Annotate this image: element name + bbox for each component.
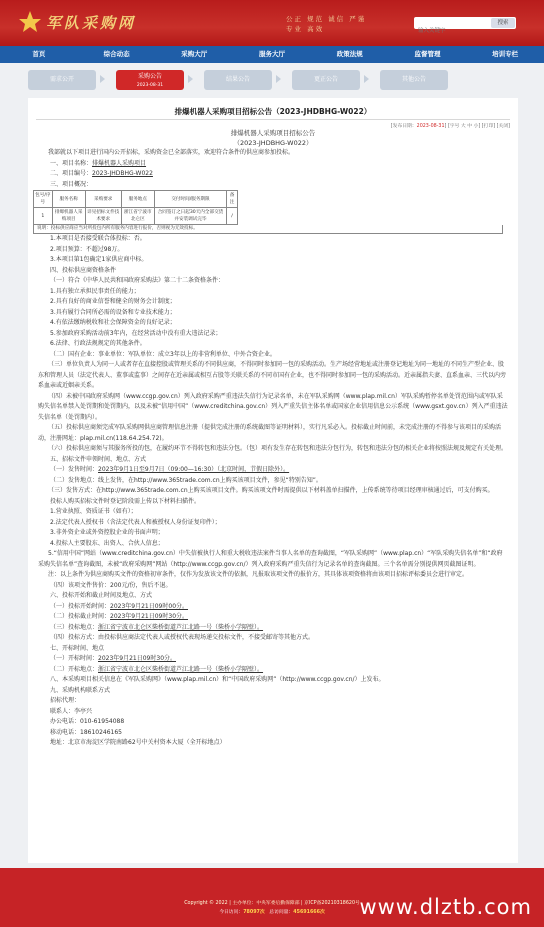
table-cell: 浙江省宁波市北仑区: [121, 208, 154, 225]
content-title: 排爆机器人采购项目招标公告: [230, 129, 316, 137]
nav-news[interactable]: 综合动态: [103, 50, 130, 58]
label: 一、项目名称：: [50, 159, 93, 167]
label: （二）开标地点：: [50, 665, 99, 673]
print-link[interactable]: [打印]: [481, 124, 496, 129]
table-cell: /: [227, 208, 238, 225]
label: 二、项目编号：: [50, 170, 93, 177]
tab-label: 采购公告: [137, 73, 162, 80]
paragraph: 1.具有独立承担民事责任的能力；: [50, 287, 140, 295]
paragraph: （四）未被中国政府采购网（www.ccgp.gov.cn）列入政府采购严重违法失信行为记录名单，未在军队采购网（www.plap.mil.cn）军队采购暂停名单处罚范围内或军队采购失信名单禁入处罚期和处罚期内，以及未被“信用中国”（www.creditchina.gov.cn）列入严重失信主体名单或国家企业信用信息公示系统（www.gsxt.gov.cn）列入严重违法失信名单（处罚期内）。: [38, 392, 508, 421]
header-cell: 服务地点: [121, 191, 154, 208]
logo-text: 军队采购网: [46, 13, 137, 32]
announcement-tabs: [0, 70, 544, 92]
paragraph: 4.投标人主要股东、出资人、合伙人信息；: [50, 539, 164, 547]
contact-line: 招标代理：: [50, 697, 81, 704]
paragraph: （三）单位负责人为同一人或者存在直接控股或管理关系的不同供应商，不得同时参加同一包的采购活动。生产场经营地址或注册登记地址为同一地址的不同生产型企业、股东和管理人员（法定代表人、董事或监事）之间存在近亲属或相互占股等关联关系的不同市国有企业，也不得同时参加同一包的采购活动。近亲属指夫妻、直系血亲、三代以内旁系血亲或近姻亲关系。: [38, 361, 507, 389]
paragraph: 6.法律、行政法规规定的其他条件。: [50, 340, 146, 347]
publish-suffix: ]: [444, 124, 447, 129]
paragraph: （一）符合《中华人民共和国政府采购法》第二十二条资格条件：: [50, 277, 225, 284]
value: 2023-JHDBHG-W022: [92, 170, 153, 177]
paragraph: 3.本项目第1包确定1家供应商中标。: [50, 256, 148, 263]
bid-deadline: [28, 612, 518, 623]
content-code: （2023-JHDBHG-W022）: [233, 139, 313, 147]
section-heading: 九、采购机构联系方式: [50, 686, 111, 694]
paragraph: 3.非外资企业或外资控股企业的书面声明；: [50, 529, 164, 536]
paragraph: （六）投标供应商须与其服务所投的包，在履约环节不得转包和违法分包。（包）项有发生存在转包和违法分包行为，转包和违法分包的相关企业将按照法规及规定有关处理。: [48, 445, 508, 452]
main-nav: [0, 46, 544, 63]
visits-label: 今日访问：: [219, 910, 244, 915]
section-heading: 七、开标时间、地点: [50, 644, 105, 652]
divider: [36, 119, 510, 120]
header-cell: 采购要求: [85, 191, 121, 208]
paragraph: （三）发售方式：在http://www.365trade.com.cn上购买该项目文件。购买该项文件时需提供以下材料盖单扫描件，上传系统等待项目经理审核通过后，可支付购买。: [48, 487, 494, 494]
search-button[interactable]: 搜索: [491, 18, 515, 28]
table-cell: 合同签订之日起30天内全部交货并安装调试完毕: [154, 208, 226, 225]
label: （一）投标开始时间：: [50, 602, 111, 610]
bid-start: [28, 602, 518, 613]
opening-location: [28, 665, 518, 676]
paragraph: 3.具有履行合同所必需的设备和专业技术能力；: [50, 308, 176, 316]
article-card: [28, 98, 518, 863]
star-emblem-icon: [18, 10, 42, 34]
tab-procurement-notice[interactable]: [116, 70, 184, 90]
header-cell: 备注: [227, 191, 238, 208]
arrow-right-icon: [276, 75, 281, 83]
visits-value: 78097次: [243, 910, 265, 915]
value: 2023年9月21日09时30分。: [110, 613, 189, 620]
nav-service-hall[interactable]: 服务大厅: [259, 50, 286, 58]
site-header: [0, 0, 544, 46]
value: 浙江省宁波市北仑区柴桥街道芦江北路一号（柴桥小学隔壁）。: [98, 623, 264, 631]
project-table: [33, 190, 238, 225]
sale-location: [28, 476, 518, 487]
value: 浙江省宁波市北仑区柴桥街道芦江北路一号（柴桥小学隔壁）。: [98, 665, 264, 673]
footer-copyright: Copyright © 2022 | 主办单位：中央军委后勤保障部 | 京ICP备20210318620号: [184, 901, 360, 906]
table-header-row: [34, 191, 238, 208]
search-box: [414, 17, 516, 29]
nav-policy[interactable]: 政策法规: [336, 50, 363, 58]
nav-training[interactable]: 培训专栏: [492, 50, 519, 58]
watermark: www.dlztb.com: [359, 895, 532, 919]
sale-time: [28, 465, 518, 476]
publish-label: [发布日期：: [390, 124, 417, 129]
paragraph: 1.本项目是否接受联合体投标：否。: [50, 235, 146, 242]
section-heading: 五、招标文件申领时间、地点、方式: [50, 455, 147, 463]
page-title: 排爆机器人采购项目招标公告（2023-JHDBHG-W022）: [174, 107, 372, 116]
tab-date: 2023-08-31: [136, 83, 164, 88]
label: （二）发售地点：: [50, 476, 99, 484]
tab-correction[interactable]: 更正公告: [292, 70, 360, 90]
intro: 我部就以下项目进行国内公开招标，采购资金已全部落实，欢迎符合条件的供应商参加投标。: [48, 149, 295, 156]
contact-line: 地址：北京市海淀区学院南路62号中关村资本大厦（全开标地点）: [50, 739, 226, 746]
value: 2023年9月1日至9月7日（09:00—16:30）（北京时间，节假日除外）。: [98, 466, 290, 473]
label: （三）投标地点：: [50, 623, 99, 631]
publish-date: 2023-08-31: [416, 124, 445, 129]
project-name: [28, 159, 518, 170]
site-logo[interactable]: [18, 7, 136, 37]
search-input[interactable]: [414, 25, 484, 37]
section-heading: 四、投标供应商资格条件: [50, 266, 117, 274]
site-slogan: 公正 规范 诚信 严谨 专业 高效: [286, 15, 367, 33]
value: 2023年9月21日09时30分。: [98, 655, 177, 662]
paragraph: （二）国有企业：事业单位：军队单位：成立3年以上的非营利单位、中外合资企业。: [50, 350, 276, 358]
header-cell: 服务名称: [52, 191, 85, 208]
value: 排爆机器人采购项目: [92, 159, 147, 167]
section-heading: 六、投标开始和截止时间及地点、方式: [50, 592, 153, 599]
arrow-right-icon: [100, 75, 105, 83]
site-footer: [0, 865, 544, 927]
label: （一）发售时间：: [50, 466, 99, 473]
table-note: 说明：投标供应商应当对所投包内所有服务内容进行报价，否则视为无效投标。: [33, 225, 503, 234]
opening-time: [28, 654, 518, 665]
table-cell: 1: [34, 208, 53, 225]
tab-other[interactable]: 其他公告: [380, 70, 448, 90]
label: （一）开标时间：: [50, 655, 99, 662]
article-body: [28, 128, 518, 749]
total-value: 45691666次: [293, 910, 325, 915]
header-cell: 交付时间/服务期限: [154, 191, 226, 208]
table-row: [34, 208, 238, 225]
paragraph: （四）该项文件售价：200元/份，售后不退。: [50, 581, 172, 589]
label: （二）投标截止时间：: [50, 613, 111, 620]
contact-line: 移动电话：18610246165: [50, 728, 122, 736]
close-link[interactable]: [关闭]: [496, 124, 510, 129]
paragraph: （四）投标方式：由投标供应商法定代表人或授权代表现场递交投标文件，不接受邮寄等其他方式。: [50, 634, 315, 641]
tab-result[interactable]: 结果公告: [204, 70, 272, 90]
paragraph: （五）投标供应商须完成军队采购网供应商管理信息注册（提供完成注册的系统截图等证明材料），实行凡采必入。投标截止时间前，未完成注册的不得参与该项目的采购活动，注册网址：plap.mil.cn(118.64.254.72)。: [38, 424, 502, 442]
paragraph: 注：以上条件为供应商购买文件的资格初审条件，仅作为发放该文件的依据，凡报取该项文件的报价方，其具体该项资格将由该项目招标评标委员会进行审定。: [48, 571, 469, 578]
value: 2023年9月21日09时00分。: [110, 602, 189, 610]
bid-location: [28, 623, 518, 634]
contact-line: 联系人：李亭兴: [50, 707, 93, 715]
table-cell: 排爆机器人采购项目: [52, 208, 85, 225]
arrow-right-icon: [364, 75, 369, 83]
paragraph: 5.“信用中国”网站（www.creditchina.gov.cn）中失信被执行人和重大税收违法案件当事人名单的查询截图，“军队采购网”（www.plap.cn）“军队采购失信名单”和“政府采购失信名单”查询截图，未被“政府采购网”网站（http://www.ccgp.gov.cn/）列入政府采购严重失信行为记录名单的查询截图。三个名单需分别提供网页截图证明。: [38, 550, 503, 568]
contact-line: 办公电话：010-61954088: [50, 718, 125, 725]
nav-home[interactable]: 首页: [32, 50, 46, 58]
nav-procurement-hall[interactable]: 采购大厅: [181, 50, 208, 58]
paragraph: 2.法定代表人授权书（含法定代表人和被授权人身份证复印件）；: [50, 518, 221, 526]
arrow-right-icon: [188, 75, 193, 83]
paragraph: 投标人购买招标文件时登记阶段需上传以下材料扫描件。: [50, 497, 201, 505]
header-cell: 包号/序号: [34, 191, 53, 208]
font-size-control[interactable]: [字号 大 中 小]: [447, 124, 481, 129]
table-cell: 详见招标文件技术要求: [85, 208, 121, 225]
section-heading: 八、本采购项目相关信息在《军队采购网》（www.plap.mil.cn）和“中国政府采购网”（http://www.ccgp.gov.cn/）上发布。: [50, 676, 385, 683]
paragraph: 5.参加政府采购活动前3年内，在经营活动中没有重大违法记录；: [50, 329, 222, 337]
paragraph: 2.项目预算：不超过98万。: [50, 245, 124, 253]
paragraph: 1.营业执照、资质证书（如有）；: [50, 508, 137, 515]
paragraph: 2.具有良好的商业信誉和健全的财务会计制度；: [50, 298, 176, 305]
footer-strip: [0, 865, 544, 868]
tab-demand[interactable]: 需求公开: [28, 70, 96, 90]
value: 线上发售，在http://www.365trade.com.cn上购买该项目文件，参见“特别告知”。: [98, 476, 322, 484]
project-number: [28, 169, 518, 180]
section-heading: 三、项目概况：: [50, 180, 93, 188]
total-label: 总访问量：: [269, 910, 294, 915]
nav-supervision[interactable]: 监督管理: [414, 50, 441, 58]
paragraph: 4.有依法缴纳税收和社会保障资金的良好记录；: [50, 319, 176, 326]
